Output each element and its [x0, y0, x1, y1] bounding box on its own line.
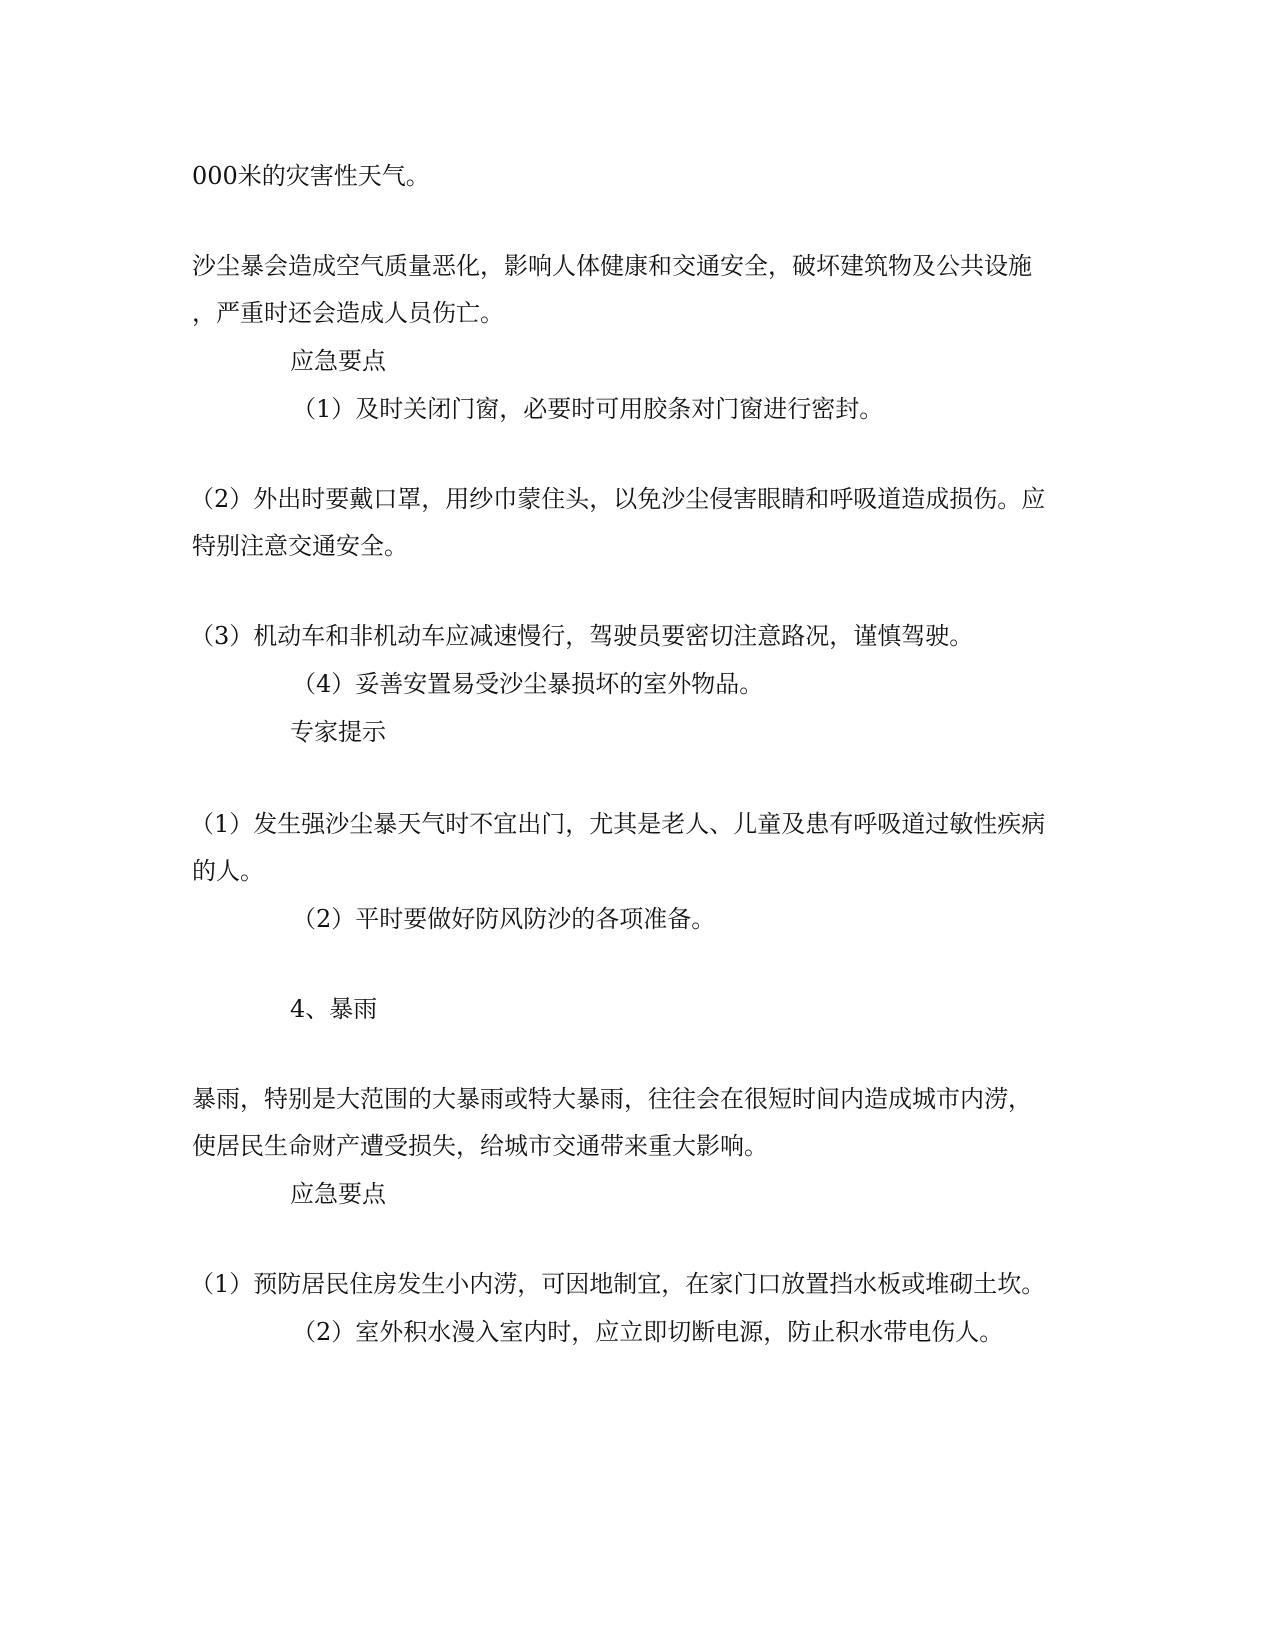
list-item: （1）发生强沙尘暴天气时不宜出门，尤其是老人、儿童及患有呼吸道过敏性疾病 — [190, 810, 1046, 838]
list-item: （1）预防居民住房发生小内涝，可因地制宜，在家门口放置挡水板或堆砌土坎。 — [190, 1270, 1046, 1298]
section-heading: 4、暴雨 — [290, 995, 378, 1023]
text-line: 的人。 — [192, 857, 264, 885]
section-heading: 应急要点 — [290, 1180, 386, 1208]
list-item: （1）及时关闭门窗，必要时可用胶条对门窗进行密封。 — [292, 395, 884, 423]
section-heading: 专家提示 — [290, 718, 386, 746]
text-line: ，严重时还会造成人员伤亡。 — [192, 299, 504, 327]
text-line: 使居民生命财产遭受损失，给城市交通带来重大影响。 — [192, 1132, 768, 1160]
text-line: 特别注意交通安全。 — [192, 532, 408, 560]
list-item: （2）平时要做好防风防沙的各项准备。 — [292, 905, 716, 933]
text-line: 000米的灾害性天气。 — [192, 162, 430, 190]
section-heading: 应急要点 — [290, 347, 386, 375]
list-item: （2）外出时要戴口罩，用纱巾蒙住头，以免沙尘侵害眼睛和呼吸道造成损伤。应 — [190, 485, 1046, 513]
list-item: （3）机动车和非机动车应减速慢行，驾驶员要密切注意路况，谨慎驾驶。 — [190, 622, 974, 650]
list-item: （2）室外积水漫入室内时，应立即切断电源，防止积水带电伤人。 — [292, 1318, 1004, 1346]
text-line: 暴雨，特别是大范围的大暴雨或特大暴雨，往往会在很短时间内造成城市内涝， — [192, 1085, 1032, 1113]
text-line: 沙尘暴会造成空气质量恶化，影响人体健康和交通安全，破坏建筑物及公共设施 — [192, 252, 1032, 280]
list-item: （4）妥善安置易受沙尘暴损坏的室外物品。 — [292, 670, 764, 698]
